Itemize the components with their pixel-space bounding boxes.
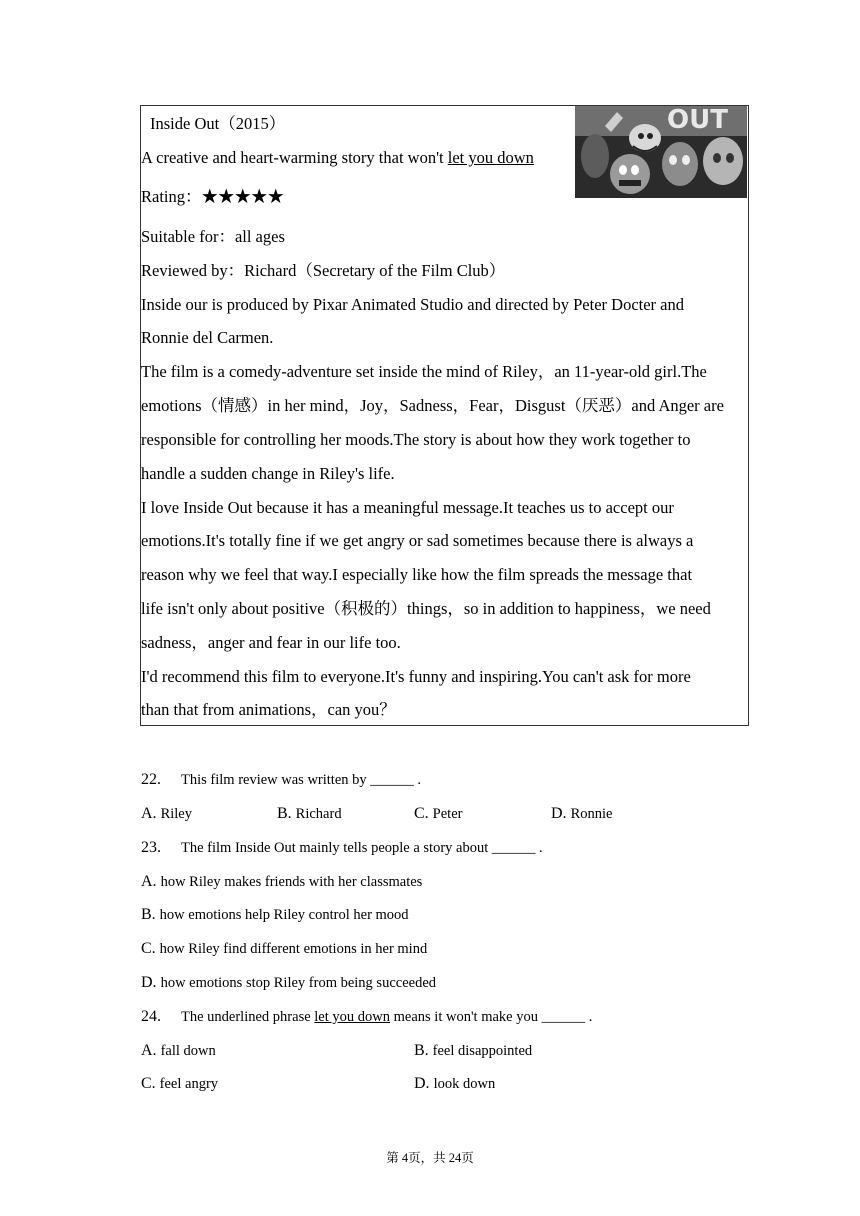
option-23-c[interactable] <box>141 939 427 959</box>
option-letter: D. <box>414 1075 430 1092</box>
review-paragraph-line: responsible for controlling her moods.The story is about how they work together to <box>141 430 691 449</box>
tagline-text: A creative and heart-warming story that won't <box>141 148 448 167</box>
option-text: feel disappointed <box>432 1043 533 1059</box>
option-text: how Riley makes friends with her classmates <box>160 874 423 890</box>
option-24-a[interactable] <box>141 1041 216 1061</box>
question-22 <box>141 770 421 790</box>
review-paragraph-line: emotions（情感）in her mind，Joy，Sadness，Fear，Disgust（厌恶）and Anger are <box>141 396 724 415</box>
review-paragraph-line: than that from animations，can you？ <box>141 700 396 719</box>
review-paragraph-line: reason why we feel that way.I especially like how the film spreads the message that <box>141 565 693 584</box>
option-text: Riley <box>160 806 192 822</box>
option-23-d[interactable] <box>141 973 436 993</box>
option-text: look down <box>433 1076 496 1092</box>
option-22-b[interactable] <box>277 804 342 824</box>
review-paragraph-line: handle a sudden change in Riley's life. <box>141 464 395 483</box>
film-tagline <box>141 148 534 168</box>
option-text: how emotions stop Riley from being succeeded <box>160 975 437 991</box>
option-letter: A. <box>141 1042 157 1059</box>
option-letter: C. <box>141 1075 156 1092</box>
option-letter: D. <box>141 974 157 991</box>
review-paragraph-line: sadness，anger and fear in our life too. <box>141 633 401 652</box>
option-letter: D. <box>551 805 567 822</box>
svg-text:OUT: OUT <box>667 106 728 135</box>
option-text: how Riley find different emotions in her mind <box>159 941 428 957</box>
question-number: 24. <box>141 1008 161 1025</box>
option-text: Ronnie <box>570 806 613 822</box>
movie-characters-illustration <box>575 106 747 198</box>
review-paragraph-line: life isn't only about positive（积极的）things，so in addition to happiness，we need <box>141 599 711 618</box>
review-paragraph-line: Ronnie del Carmen. <box>141 328 274 347</box>
option-24-d[interactable] <box>414 1074 495 1094</box>
option-text: feel angry <box>159 1076 219 1092</box>
question-number: 22. <box>141 771 161 788</box>
review-paragraph-line: I'd recommend this film to everyone.It's funny and inspiring.You can't ask for more <box>141 667 691 686</box>
option-letter: B. <box>414 1042 429 1059</box>
option-text: Peter <box>432 806 463 822</box>
page-footer: 第 4页，共 24页 <box>386 1151 474 1165</box>
option-23-a[interactable] <box>141 872 422 892</box>
film-title: Inside Out（2015） <box>150 114 286 133</box>
option-letter: C. <box>141 940 156 957</box>
film-rating: Rating：★★★★★ <box>141 187 284 206</box>
question-number: 23. <box>141 839 161 856</box>
review-paragraph-line: Inside our is produced by Pixar Animated Studio and directed by Peter Docter and <box>141 295 684 314</box>
movie-poster-image <box>575 106 747 198</box>
film-reviewer: Reviewed by：Richard（Secretary of the Film Club） <box>141 261 506 280</box>
question-text: The underlined phrase <box>181 1009 315 1025</box>
option-letter: C. <box>414 805 429 822</box>
option-22-c[interactable] <box>414 804 462 824</box>
review-paragraph-line: The film is a comedy-adventure set inside the mind of Riley，an 11-year-old girl.The <box>141 362 707 381</box>
question-23 <box>141 838 543 858</box>
option-text: how emotions help Riley control her mood <box>159 907 409 923</box>
question-text: The film Inside Out mainly tells people a story about ______ . <box>181 840 543 856</box>
option-letter: A. <box>141 805 157 822</box>
option-letter: B. <box>277 805 292 822</box>
option-24-b[interactable] <box>414 1041 532 1061</box>
option-23-b[interactable] <box>141 905 409 925</box>
review-paragraph-line: emotions.It's totally fine if we get angry or sad sometimes because there is always a <box>141 531 694 550</box>
option-22-d[interactable] <box>551 804 612 824</box>
option-text: fall down <box>160 1043 216 1059</box>
question-text: This film review was written by ______ . <box>181 772 422 788</box>
question-underlined-phrase: let you down <box>314 1009 390 1025</box>
option-letter: A. <box>141 873 157 890</box>
film-suitable-for: Suitable for：all ages <box>141 227 285 246</box>
question-24 <box>141 1007 592 1027</box>
question-text-end: means it won't make you ______ . <box>390 1009 593 1025</box>
option-letter: B. <box>141 906 156 923</box>
review-paragraph-line: I love Inside Out because it has a meaningful message.It teaches us to accept our <box>141 498 674 517</box>
option-text: Richard <box>295 806 342 822</box>
tagline-underlined-phrase: let you down <box>447 148 534 167</box>
option-24-c[interactable] <box>141 1074 218 1094</box>
option-22-a[interactable] <box>141 804 192 824</box>
